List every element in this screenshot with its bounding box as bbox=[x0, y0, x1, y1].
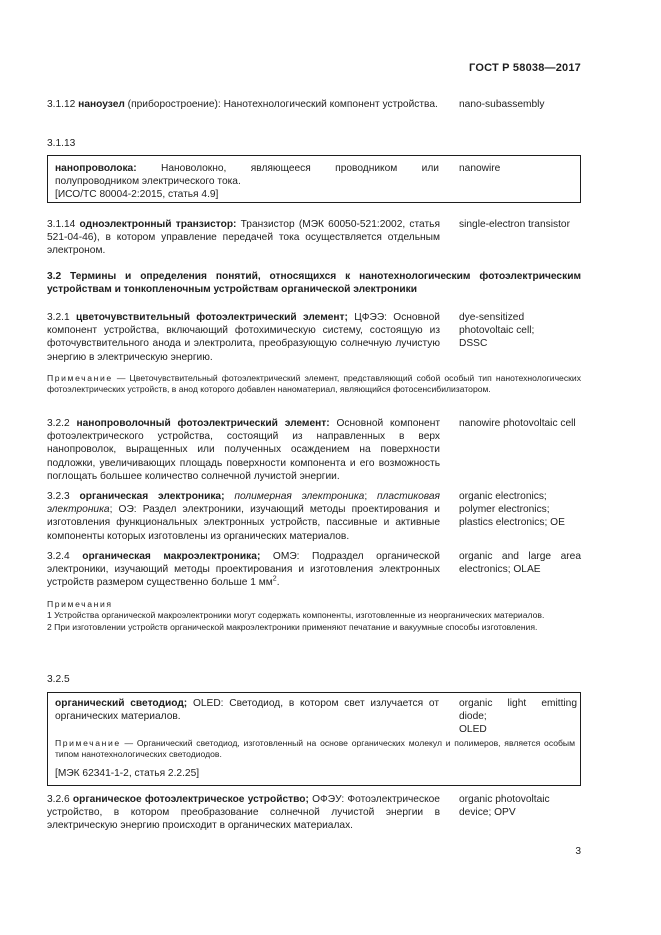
term-en-line: OLED bbox=[459, 724, 487, 736]
section-3-2-title: 3.2 Термины и определения понятий, относящихся к нанотехнологическим фотоэлектрическим устройствам и тонкопленочным устройствам органической электроники bbox=[47, 271, 581, 296]
term-definition: ОФЭУ: Фотоэлектрическое устройство, в котором преобразование солнечной лучистой энергии в электрическую энергию происходит в органических материалах. bbox=[47, 794, 440, 832]
note-item: 1 Устройства органической макроэлектроники могут содержать компоненты, изготовленные из неорганических материалов. bbox=[47, 610, 545, 621]
term-en-line: organic photovoltaic bbox=[459, 794, 550, 805]
term-separator: ; bbox=[364, 491, 378, 502]
term-3-2-2 bbox=[47, 417, 581, 487]
term-en bbox=[459, 490, 581, 530]
term-name: органическая электроника; bbox=[79, 491, 225, 502]
term-name: нанопроволочный фотоэлектрический элемент: bbox=[76, 418, 330, 429]
term-en-line: plastics electronics; OE bbox=[459, 517, 565, 529]
term-3-2-1 bbox=[47, 311, 581, 367]
term-synonym: пластиковая электроника bbox=[47, 491, 440, 516]
term-number: 3.2.1 bbox=[47, 312, 70, 323]
term-name: органический светодиод; bbox=[55, 698, 188, 709]
term-en bbox=[459, 793, 581, 819]
term-en bbox=[459, 697, 577, 737]
note-text: — Цветочувствительный фотоэлектрический элемент, представляющий собой особый тип нанотехнологических фотоэлектрических устройств, в анод которого добавлен наноматериал, являющийся фотосенсибилизатором. bbox=[47, 373, 581, 395]
term-number: 3.1.12 bbox=[47, 99, 76, 110]
term-number: 3.2.3 bbox=[47, 491, 70, 502]
term-3-1-14 bbox=[47, 218, 581, 260]
term-ru bbox=[47, 490, 440, 543]
term-3-2-5-number: 3.2.5 bbox=[47, 674, 70, 685]
term-end: . bbox=[276, 577, 280, 589]
term-definition: (приборостроение): Нанотехнологический компонент устройства. bbox=[124, 99, 438, 110]
term-definition: Основной компонент фотоэлектрического устройства, состоящий из направленных в верх нанопроволок, выращенных или полученных осаждением на поверхности подложки, увеличивающих площадь поверхности компонента и его возможность поглощать большее количество солнечной лучистой энергии. bbox=[47, 418, 440, 482]
term-en bbox=[459, 311, 581, 351]
term-definition: Нановолокно, являющееся проводником или полупроводником электрического тока. bbox=[55, 163, 439, 188]
term-3-2-6 bbox=[47, 793, 581, 835]
term-name: одноэлектронный транзистор: bbox=[79, 219, 237, 230]
standard-header: ГОСТ Р 58038—2017 bbox=[469, 62, 581, 74]
term-ru bbox=[47, 793, 440, 833]
term-en-line: organic and large area bbox=[459, 551, 581, 562]
term-en-line: DSSC bbox=[459, 338, 488, 350]
term-en: nanowire photovoltaic cell bbox=[459, 418, 576, 429]
term-en-line: electronics; OLAE bbox=[459, 564, 541, 576]
term-name: цветочувствительный фотоэлектрический элемент; bbox=[75, 312, 348, 323]
term-en-line: device; OPV bbox=[459, 807, 516, 819]
term-en: single-electron transistor bbox=[459, 219, 570, 230]
term-3-2-4 bbox=[47, 550, 581, 592]
term-definition: ; ОЭ: Раздел электроники, изучающий методы проектирования и изготовления функциональных электронных устройств, пассивные и активные компоненты которых изготовлены из органических материалов. bbox=[47, 504, 440, 542]
note-3-2-1 bbox=[47, 373, 581, 396]
note-3-2-5 bbox=[55, 738, 575, 761]
term-en-line: photovoltaic cell; bbox=[459, 325, 535, 337]
term-ru bbox=[55, 697, 439, 723]
term-source: [ИСО/ТС 80004-2:2015, статья 4.9] bbox=[55, 189, 219, 201]
term-en-line: dye-sensitized bbox=[459, 312, 525, 323]
term-name: органическое фотоэлектрическое устройство; bbox=[72, 794, 309, 805]
term-ru bbox=[55, 162, 439, 202]
term-3-2-5-box bbox=[47, 692, 581, 786]
term-name: органическая макроэлектроника; bbox=[82, 551, 261, 562]
term-en-line: polymer electronics; bbox=[459, 504, 550, 516]
term-en: nanowire bbox=[459, 163, 501, 174]
term-definition: ЦФЭЭ: Основной компонент устройства, включающий фотохимическую систему, состоящую из фоточувствительного анода и электролита, преобразующую солнечную лучистую энергию в электрическую энергию. bbox=[47, 312, 440, 363]
term-ru bbox=[47, 417, 440, 483]
term-name: нанопроволока: bbox=[55, 163, 137, 174]
term-3-2-3 bbox=[47, 490, 581, 546]
term-en-line: diode; bbox=[459, 711, 487, 723]
term-definition: OLED: Светодиод, в котором свет излучается от органических материалов. bbox=[55, 698, 439, 723]
term-number: 3.2.4 bbox=[47, 551, 70, 562]
note-item: 2 При изготовлении устройств органической макроэлектроники применяют печатание и вакуумные способы изготовления. bbox=[47, 621, 538, 632]
term-en-line: organic electronics; bbox=[459, 491, 547, 502]
term-en bbox=[459, 550, 581, 576]
note-label: Примечание bbox=[55, 738, 121, 748]
term-name: наноузел bbox=[78, 99, 125, 110]
note-text: — Органический светодиод, изготовленный на основе органических молекул и полимеров, является особым типом нанотехнологических светодиодов. bbox=[55, 738, 575, 760]
term-definition: ОМЭ: Подраздел органической электроники, изучающий методы проектирования и изготовления электронных устройств размером существенно больше 1 мм bbox=[47, 551, 440, 589]
term-ru bbox=[47, 311, 440, 364]
note-label: Примечание bbox=[47, 373, 113, 383]
term-source: [МЭК 62341-1-2, статья 2.2.25] bbox=[55, 768, 200, 779]
term-en-line: organic light emitting bbox=[459, 698, 577, 709]
term-number: 3.1.14 bbox=[47, 219, 76, 230]
term-3-1-13-number: 3.1.13 bbox=[47, 138, 76, 149]
term-en: nano-subassembly bbox=[459, 99, 545, 110]
term-definition: Транзистор (МЭК 60050-521:2002, статья 521-04-46), в котором управление передачей тока осуществляется отдельным электроном. bbox=[47, 219, 440, 257]
notes-label: Примечания bbox=[47, 599, 113, 609]
term-synonym: полимерная электроника bbox=[234, 491, 365, 502]
term-ru bbox=[47, 98, 440, 111]
term-number: 3.2.2 bbox=[47, 418, 70, 429]
term-3-1-12 bbox=[47, 98, 581, 126]
term-ru bbox=[47, 550, 440, 590]
notes-3-2-4 bbox=[47, 599, 581, 633]
page-number: 3 bbox=[575, 846, 581, 857]
term-3-1-13-box bbox=[47, 155, 581, 203]
superscript: 2 bbox=[272, 576, 277, 584]
term-ru bbox=[47, 218, 440, 258]
term-number: 3.2.6 bbox=[47, 794, 70, 805]
